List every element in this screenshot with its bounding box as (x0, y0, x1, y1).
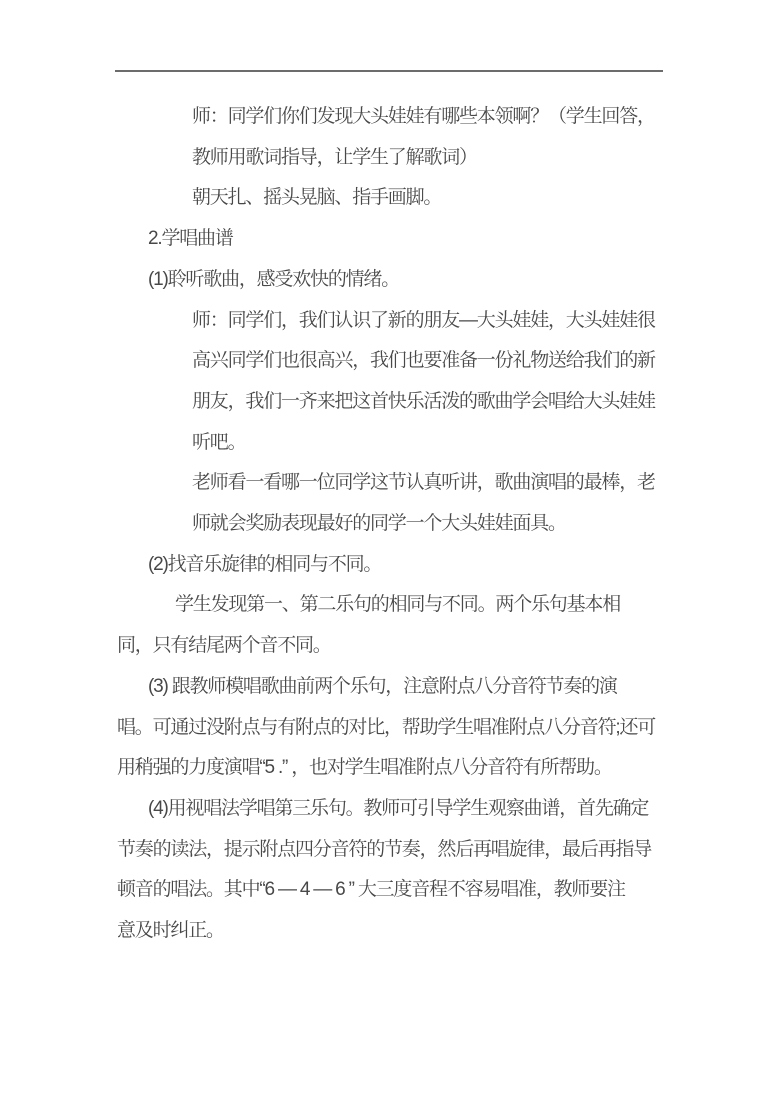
document-line: 师：同学们你们发现大头娃娃有哪些本领啊？（学生回答， (192, 106, 655, 127)
document-line: 听吧。 (192, 431, 246, 453)
document-line: 教师用歌词指导，让学生了解歌词） (192, 146, 477, 168)
document-line-item-4: (4)用视唱法学唱第三乐句。教师可引导学生观察曲谱，首先确定 (148, 797, 649, 819)
document-line-item-1: (1)聆听歌曲，感受欢快的情绪。 (148, 268, 400, 290)
document-line: 朋友，我们一齐来把这首快乐活泼的歌曲学会唱给大头娃娃 (192, 390, 655, 412)
document-line-item-3: (3) 跟教师模唱歌曲前两个乐句，注意附点八分音符节奏的演 (148, 675, 617, 697)
document-line: 顿音的唱法。其中“6 — 4 — 6 ” 大三度音程不容易唱准，教师要注 (117, 879, 625, 901)
document-line: 高兴同学们也很高兴，我们也要准备一份礼物送给我们的新 (192, 350, 655, 372)
document-line: 同，只有结尾两个音不同。 (117, 635, 331, 657)
document-body (0, 97, 780, 952)
document-line: 意及时纠正。 (117, 920, 224, 942)
document-line: 学生发现第一、第二乐句的相同与不同。两个乐句基本相 (175, 594, 621, 616)
document-line: 用稍强的力度演唱“5 .” ，也对学生唱准附点八分音符有所帮助。 (117, 757, 612, 779)
document-line: 师：同学们，我们认识了新的朋友—大头娃娃，大头娃娃很 (192, 309, 655, 331)
document-line: 师就会奖励表现最好的同学一个大头娃娃面具。 (192, 513, 566, 535)
document-line-section-heading: 2.学唱曲谱 (148, 228, 233, 250)
document-line: 朝天扎、摇头晃脑、指手画脚。 (192, 187, 442, 209)
document-line: 节奏的读法，提示附点四分音符的节奏，然后再唱旋律，最后再指导 (117, 838, 652, 860)
header-divider (115, 70, 663, 72)
document-line-item-2: (2)找音乐旋律的相同与不同。 (148, 553, 382, 575)
document-line: 老师看一看哪一位同学这节认真听讲，歌曲演唱的最棒，老 (192, 472, 655, 494)
document-line: 唱。可通过没附点与有附点的对比，帮助学生唱准附点八分音符;还可 (117, 716, 656, 738)
